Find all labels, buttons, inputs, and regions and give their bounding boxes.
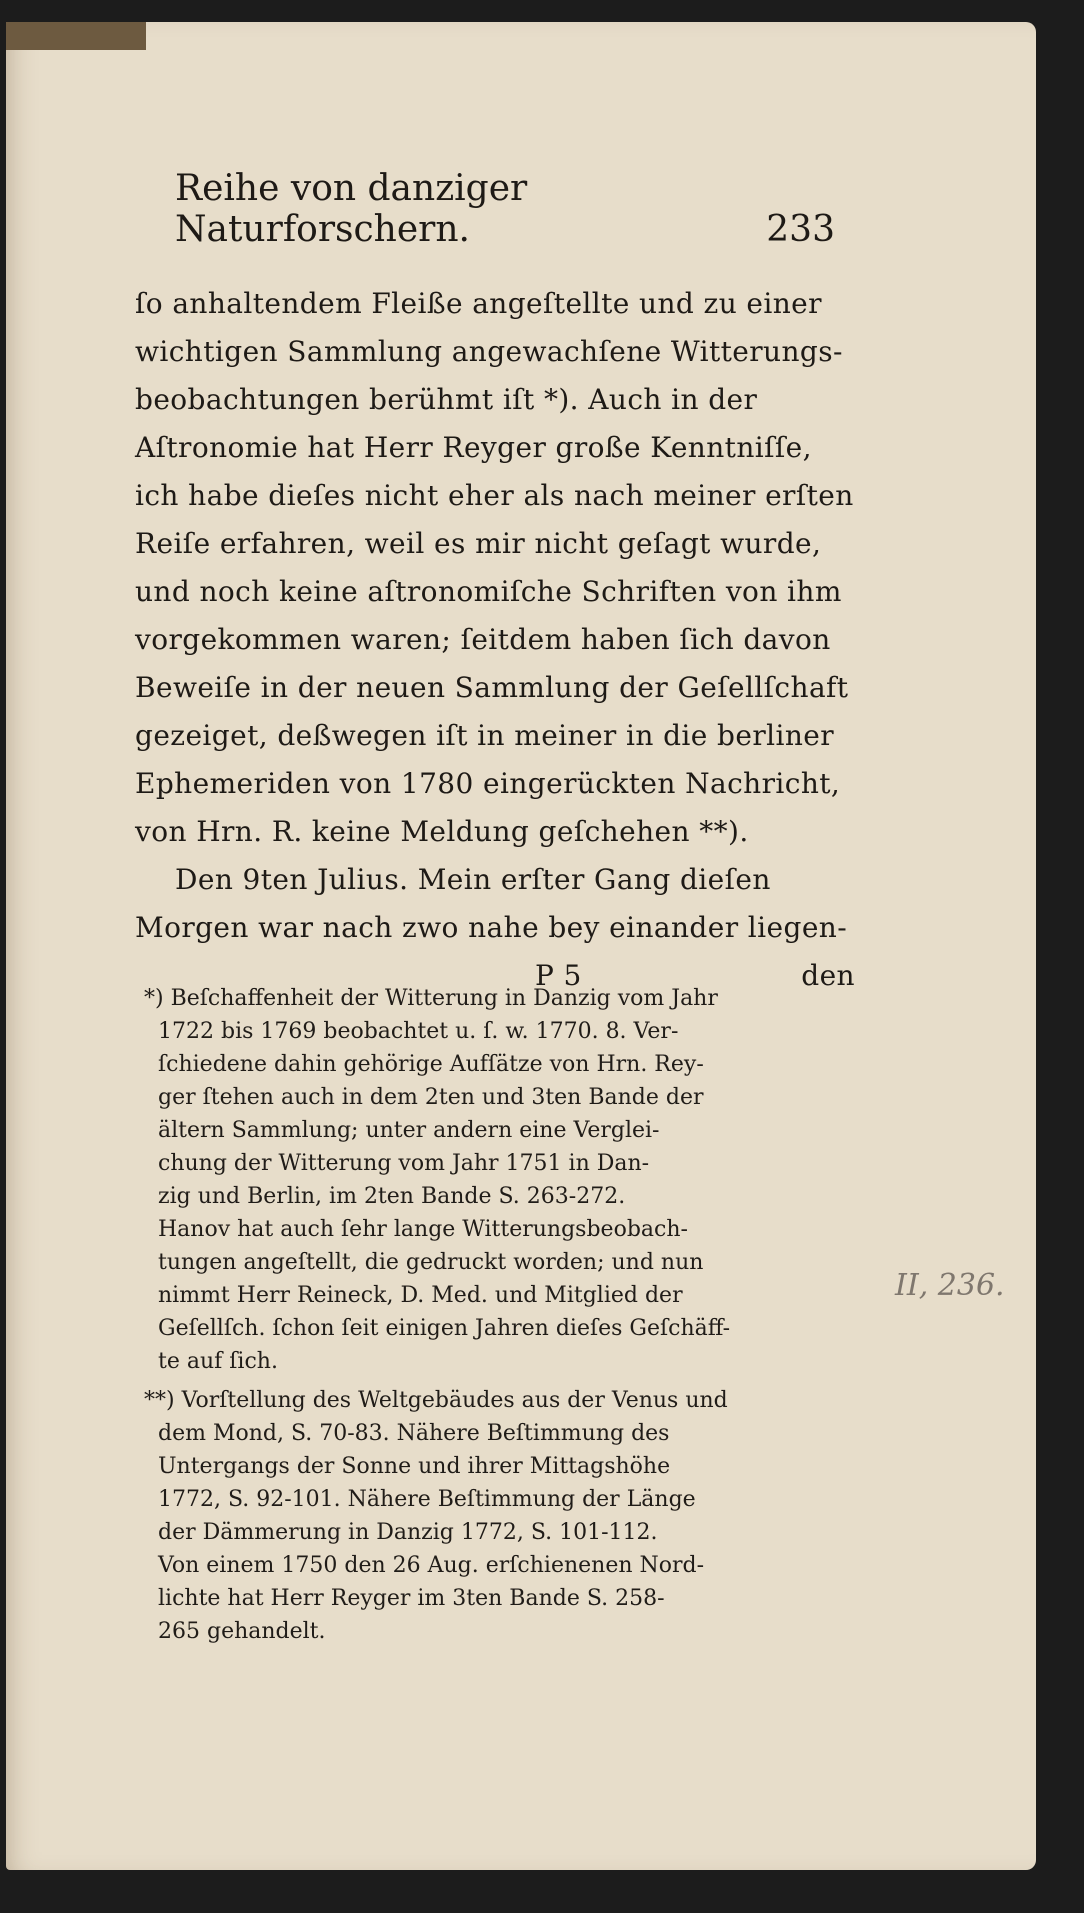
footnote-line: Geſellſch. ſchon ſeit einigen Jahren dieſes Geſchäff-	[158, 1316, 731, 1341]
footnote-line: tungen angeſtellt, die gedruckt worden; und nun	[158, 1250, 704, 1275]
text-line: und noch keine aſtronomiſche Schriften von ihm	[135, 575, 842, 608]
running-header	[175, 168, 835, 250]
footnotes	[144, 982, 858, 1654]
footnote-line: dem Mond, S. 70-83. Nähere Beſtimmung des	[158, 1421, 670, 1446]
text-line: Beweiſe in der neuen Sammlung der Geſellſchaft	[135, 671, 849, 704]
footnote-line: der Dämmerung in Danzig 1772, S. 101-112.	[158, 1520, 658, 1545]
text-line: ſo anhaltendem Fleiße angeſtellte und zu einer	[135, 287, 822, 320]
text-line: Morgen war nach zwo nahe bey einander liegen-	[135, 911, 848, 944]
footnote-line: 1772, S. 92-101. Nähere Beſtimmung der Länge	[158, 1487, 696, 1512]
text-line: Den 9ten Julius. Mein erſter Gang dieſen	[175, 863, 771, 896]
footnote-line: te auf ſich.	[158, 1349, 278, 1374]
footnote-line: *) Beſchaffenheit der Witterung in Danzig vom Jahr	[144, 986, 718, 1011]
text-line: beobachtungen berühmt iſt *). Auch in der	[135, 383, 758, 416]
footnote-line: 1722 bis 1769 beobachtet u. ſ. w. 1770. 8. Ver-	[158, 1019, 679, 1044]
text-line: wichtigen Sammlung angewachſene Witterungs-	[135, 335, 843, 368]
running-title: Reihe von danziger Naturforschern.	[175, 168, 528, 250]
footnote-line: nimmt Herr Reineck, D. Med. und Mitglied der	[158, 1283, 683, 1308]
footnote-line: 265 gehandelt.	[158, 1619, 326, 1644]
footnote-line: Hanov hat auch ſehr lange Witterungsbeobach-	[158, 1217, 688, 1242]
page-number: 233	[766, 209, 835, 250]
margin-annotation: II, 236.	[895, 1268, 1005, 1303]
signature-mark: P 5	[535, 959, 582, 992]
footnote-line: Von einem 1750 den 26 Aug. erſchienenen Nord-	[158, 1553, 705, 1578]
text-line: von Hrn. R. keine Meldung geſchehen **).	[135, 815, 749, 848]
catchword: den	[801, 959, 855, 992]
text-line: Ephemeriden von 1780 eingerückten Nachricht,	[135, 767, 841, 800]
footnote-line: ältern Sammlung; unter andern eine Verglei-	[158, 1118, 660, 1143]
footnote-1	[144, 982, 858, 1378]
footnote-line: Untergangs der Sonne und ihrer Mittagshöhe	[158, 1454, 671, 1479]
footnote-line: lichte hat Herr Reyger im 3ten Bande S. 258-	[158, 1586, 665, 1611]
footnote-line: zig und Berlin, im 2ten Bande S. 263-272.	[158, 1184, 626, 1209]
footnote-2	[144, 1384, 858, 1648]
text-line: gezeiget, deßwegen iſt in meiner in die berliner	[135, 719, 835, 752]
text-line: Aſtronomie hat Herr Reyger große Kenntniſſe,	[135, 431, 812, 464]
text-line: ich habe dieſes nicht eher als nach meiner erſten	[135, 479, 854, 512]
footnote-line: ger ſtehen auch in dem 2ten und 3ten Bande der	[158, 1085, 704, 1110]
text-line: Reiſe erfahren, weil es mir nicht geſagt wurde,	[135, 527, 822, 560]
text-line: vorgekommen waren; ſeitdem haben ſich davon	[135, 623, 831, 656]
footnote-line: ſchiedene dahin gehörige Aufſätze von Hrn. Rey-	[158, 1052, 704, 1077]
book-edge	[6, 22, 146, 50]
footnote-line: **) Vorſtellung des Weltgebäudes aus der Venus und	[144, 1388, 728, 1413]
footnote-line: chung der Witterung vom Jahr 1751 in Dan-	[158, 1151, 650, 1176]
main-text	[135, 280, 855, 1000]
